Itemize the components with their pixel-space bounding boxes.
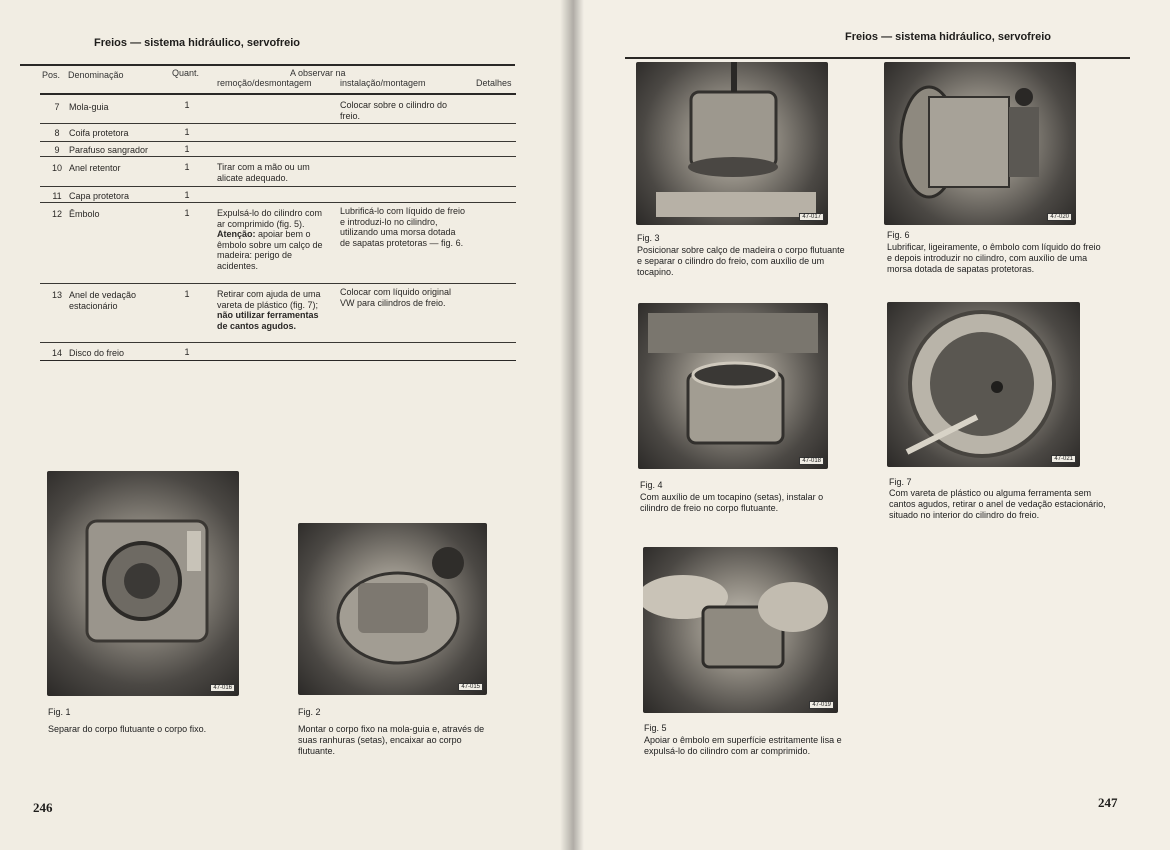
row-qty: 1 [184,162,190,172]
figure-4-label: Fig. 4 [640,480,663,490]
table-row [40,203,516,284]
figure-4-photo [638,303,828,469]
left-page [0,0,572,850]
cylinder-illustration [638,303,828,469]
figure-6-photo [884,62,1076,225]
row-pos: 10 [51,163,62,173]
row-name: Mola-guia [69,102,109,112]
caliper-illustration [298,523,487,695]
header-rule [625,57,1130,59]
figure-code: 47-019 [809,701,834,709]
row-pos: 8 [54,128,60,138]
figure-7-caption: Com vareta de plástico ou alguma ferramenta sem cantos agudos, retirar o anel de vedação estacionário, situado no interior do cilindro do freio. [889,488,1106,520]
row-pos: 11 [52,191,62,201]
figure-code: 47-018 [799,457,824,465]
row-qty: 1 [184,289,190,299]
row-qty: 1 [184,190,190,200]
page-number-right: 247 [1098,795,1118,810]
figure-code: 47-015 [458,683,483,691]
row-pos: 12 [51,209,62,219]
figure-2-photo [298,523,487,695]
figure-5-label: Fig. 5 [644,723,667,733]
figure-7-label: Fig. 7 [889,477,912,487]
figure-1-label: Fig. 1 [48,707,71,717]
table-row [40,343,516,361]
figure-7-photo [887,302,1080,467]
removal-warning: apoiar bem o êmbolo sobre um calço de madeira: perigo de acidentes. [217,229,323,271]
figure-1-caption: Separar do corpo flutuante o corpo fixo. [48,724,207,734]
row-name: Disco do freio [69,348,125,358]
removal-text: Expulsá-lo do cilindro com ar comprimido (fig. 5). [217,208,323,229]
figure-2-label: Fig. 2 [298,707,321,717]
col-header-install: instalação/montagem [340,78,426,88]
row-pos: 14 [51,348,62,358]
row-name: Êmbolo [69,209,100,219]
table-row [40,187,516,203]
piston-illustration [884,62,1076,225]
page-header-right: Freios — sistema hidráulico, servofreio [845,31,1052,43]
cylinder-illustration [636,62,828,225]
row-removal [217,208,329,271]
figure-code: 47-020 [1047,213,1072,221]
row-qty: 1 [184,144,190,154]
row-install: Colocar sobre o cilindro do freio. [340,100,448,121]
row-qty: 1 [184,208,190,218]
col-header-qty: Quant. [172,68,200,78]
hands-piston-illustration [643,547,838,713]
figure-6-label: Fig. 6 [887,230,910,240]
row-qty: 1 [184,127,190,137]
row-removal: Tirar com a mão ou um alicate adequado. [217,162,310,183]
row-name: Coifa protetora [69,128,129,138]
row-pos: 7 [54,102,60,112]
table-row [40,157,516,187]
figure-6-caption: Lubrificar, ligeiramente, o êmbolo com líquido do freio e depois introduzir no cilindro, com auxílio de uma morsa dotada de sapatas protetoras. [887,242,1101,274]
page-number-left: 246 [33,800,53,815]
row-pos: 13 [51,290,62,300]
figure-code: 47-016 [210,684,235,692]
row-name: Anel de vedação estacionário [69,290,137,311]
col-header-name: Denominação [68,70,124,80]
page-header-left: Freios — sistema hidráulico, servofreio [94,37,301,49]
table-row [40,95,516,124]
row-name: Anel retentor [69,163,121,173]
col-header-pos: Pos. [42,70,61,80]
cylinder-bore-illustration [887,302,1080,467]
col-header-removal: remoção/desmontagem [217,78,312,88]
figure-3-caption: Posicionar sobre calço de madeira o corpo flutuante e separar o cilindro do freio, com auxílio de um tocapino. [637,245,845,277]
row-install: Colocar com líquido original VW para cilindros de freio. [340,287,452,308]
row-qty: 1 [184,100,190,110]
table-row [40,284,516,343]
row-pos: 9 [54,145,60,155]
row-name: Parafuso sangrador [69,145,149,155]
figure-5-caption: Apoiar o êmbolo em superfície estritamente lisa e expulsá-lo do cilindro com ar comprimido. [644,735,842,756]
row-name: Capa protetora [69,191,130,201]
figure-code: 47-017 [799,213,824,221]
attention-label: Atenção: [217,229,256,239]
figure-5-photo [643,547,838,713]
removal-warning: não utilizar ferramentas de cantos agudos. [217,310,319,331]
row-removal [217,289,327,331]
header-rule [20,64,515,66]
col-header-observe: A observar na [290,68,346,78]
row-qty: 1 [184,347,190,357]
row-install: Lubrificá-lo com líquido de freio e introduzi-lo no cilindro, utilizando uma morsa dotada de sapatas protetoras — fig. 6. [340,206,466,248]
figure-2-caption: Montar o corpo fixo na mola-guia e, através de suas ranhuras (setas), encaixar ao corpo flutuante. [298,724,485,756]
figure-code: 47-021 [1051,455,1076,463]
figure-1-photo [47,471,239,696]
table-row [40,124,516,142]
figure-3-photo [636,62,828,225]
book-gutter [560,0,584,850]
removal-text: Retirar com ajuda de uma vareta de plástico (fig. 7); [217,289,321,310]
figure-4-caption: Com auxílio de um tocapino (setas), instalar o cilindro de freio no corpo flutuante. [640,492,824,513]
table-row [40,142,516,157]
caliper-illustration [47,471,239,696]
col-header-details: Detalhes [476,78,512,88]
figure-3-label: Fig. 3 [637,233,660,243]
